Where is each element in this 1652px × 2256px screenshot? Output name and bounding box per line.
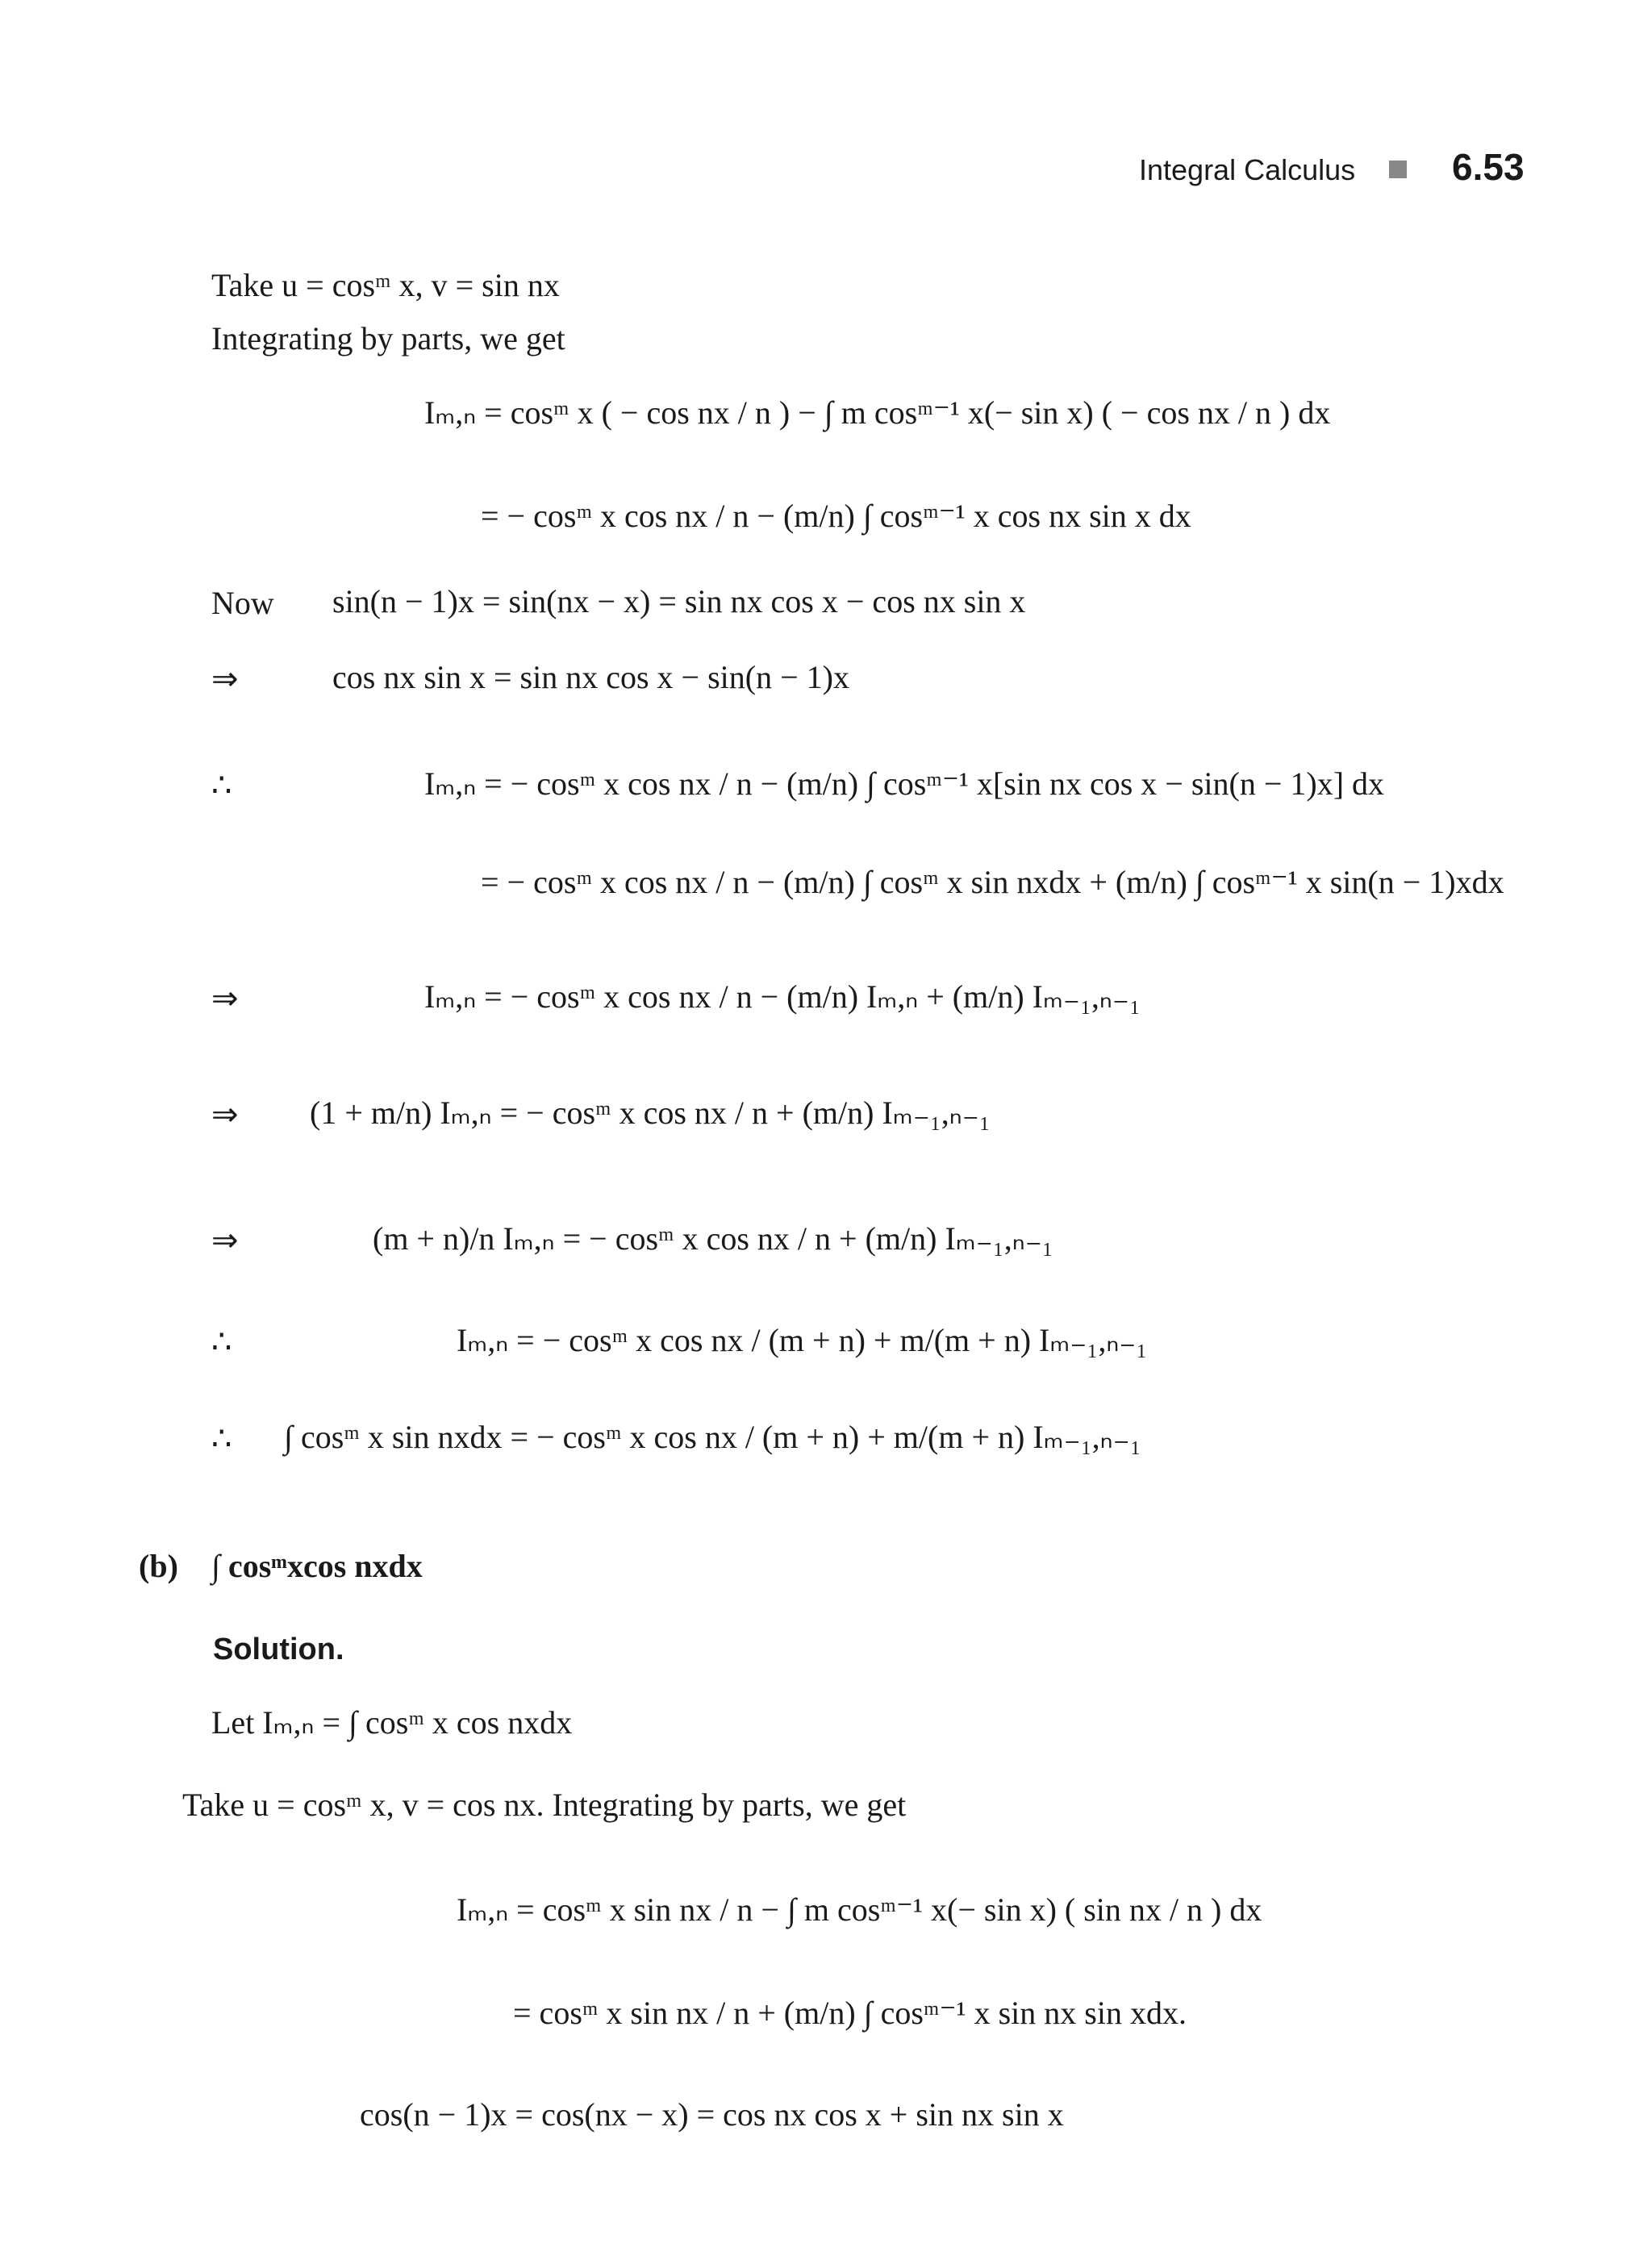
part-b-integral: ∫ cosᵐxcos nxdx [211, 1548, 423, 1584]
equation-implies-3: (1 + m/n) Iₘ,ₙ = − cosᵐ x cos nx / n + (m/n) Iₘ₋₁,ₙ₋₁ [310, 1095, 991, 1131]
equation-therefore-3: Iₘ,ₙ = − cosᵐ x cos nx / (m + n) + m/(m + n) Iₘ₋₁,ₙ₋₁ [457, 1322, 1148, 1358]
equation-therefore-1: Iₘ,ₙ = − cosᵐ x cos nx / n − (m/n) ∫ cosᵐ⁻¹ x[sin nx cos x − sin(n − 1)x] dx [424, 765, 1385, 802]
equation-b3: cos(n − 1)x = cos(nx − x) = cos nx cos x + sin nx sin x [360, 2096, 1064, 2133]
equation-therefore-4: ∫ cosᵐ x sin nxdx = − cosᵐ x cos nx / (m + n) + m/(m + n) Iₘ₋₁,ₙ₋₁ [284, 1419, 1141, 1455]
equation-now: sin(n − 1)x = sin(nx − x) = sin nx cos x − cos nx sin x [332, 583, 1026, 619]
equation-b2: = cosᵐ x sin nx / n + (m/n) ∫ cosᵐ⁻¹ x sin nx sin xdx. [513, 1995, 1187, 2031]
therefore-symbol-3: ∴ [211, 1420, 232, 1457]
part-b-label: (b) [139, 1548, 178, 1584]
equation-b1: Iₘ,ₙ = cosᵐ x sin nx / n − ∫ m cosᵐ⁻¹ x(− sin x) ( sin nx / n ) dx [457, 1891, 1262, 1928]
therefore-symbol-2: ∴ [211, 1324, 232, 1360]
equation-implies-1: cos nx sin x = sin nx cos x − sin(n − 1)x [332, 659, 849, 695]
label-now: Now [211, 585, 274, 621]
let-line: Let Iₘ,ₙ = ∫ cosᵐ x cos nxdx [211, 1704, 573, 1741]
implies-symbol-4: ⇒ [211, 1222, 239, 1258]
take-uv-line: Take u = cosᵐ x, v = sin nx [211, 267, 560, 303]
equation-implies-4: (m + n)/n Iₘ,ₙ = − cosᵐ x cos nx / n + (m/n) Iₘ₋₁,ₙ₋₁ [373, 1220, 1053, 1257]
take-line-b: Take u = cosᵐ x, v = cos nx. Integrating by parts, we get [182, 1787, 907, 1823]
equation-imn-2: = − cosᵐ x cos nx / n − (m/n) ∫ cosᵐ⁻¹ x cos nx sin x dx [481, 498, 1191, 534]
integrating-by-parts-line: Integrating by parts, we get [211, 320, 565, 357]
equation-implies-2: Iₘ,ₙ = − cosᵐ x cos nx / n − (m/n) Iₘ,ₙ + (m/n) Iₘ₋₁,ₙ₋₁ [424, 978, 1141, 1015]
implies-symbol-2: ⇒ [211, 980, 239, 1016]
equation-therefore-2: = − cosᵐ x cos nx / n − (m/n) ∫ cosᵐ x sin nxdx + (m/n) ∫ cosᵐ⁻¹ x sin(n − 1)xdx [481, 864, 1504, 900]
solution-label: Solution. [213, 1633, 344, 1666]
page-number: 6.53 [1452, 146, 1525, 188]
therefore-symbol-1: ∴ [211, 767, 232, 803]
header-square-icon [1389, 161, 1407, 178]
implies-symbol-3: ⇒ [211, 1096, 239, 1132]
equation-imn-1: Iₘ,ₙ = cosᵐ x ( − cos nx / n ) − ∫ m cosᵐ⁻¹ x(− sin x) ( − cos nx / n ) dx [424, 394, 1331, 431]
implies-symbol-1: ⇒ [211, 661, 239, 697]
running-header-title: Integral Calculus [1139, 153, 1356, 186]
